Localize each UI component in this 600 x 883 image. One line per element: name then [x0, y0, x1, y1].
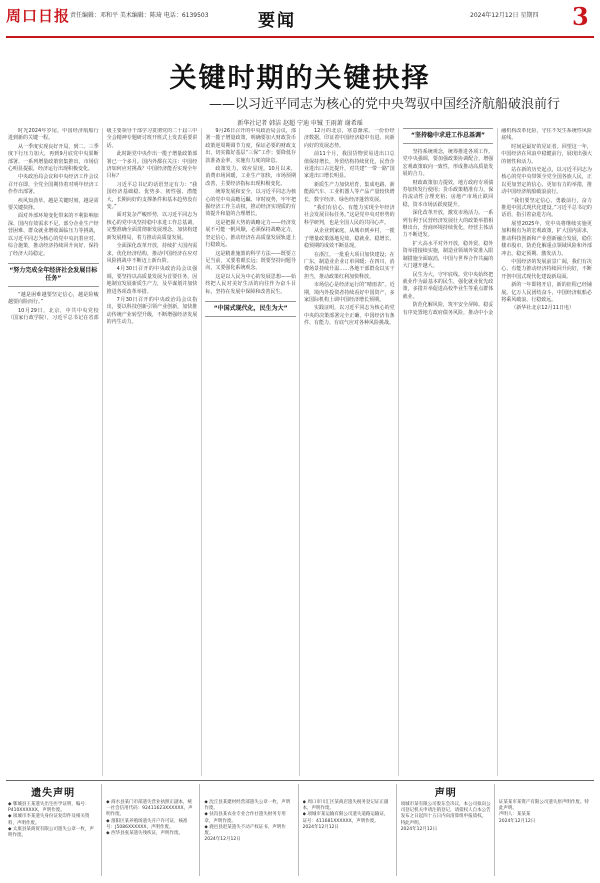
notice-title [106, 784, 196, 797]
article-paragraph: 9月26日召开的中央政治局会议，部署一揽子增量政策，明确要加大财政货币政策逆周期调节力度，保证必要的财政支出，切实做好基层“三保”工作；要降低存款准备金率，实施有力度的降息。 [205, 128, 296, 164]
notice-title: 遗失声明 [31, 788, 76, 799]
article-paragraph: 防范化解风险，筑牢安全屏障。稳妥有序处置地方政府债务风险，推动中小金融机构改革化险，守住不发生系统性风险底线。 [402, 128, 592, 316]
notice-block [204, 784, 298, 876]
masthead [0, 0, 600, 38]
article-paragraph: 这是把握大势的战略定力——经济发展不可能一帆风顺，必须保持战略定力，坚定信心，推动经济在高质量发展轨道上行稳致远。 [205, 219, 296, 249]
article-paragraph: 习近平总书记的话语坚定有力：“我国经济基础稳、优势多、韧性强、潜能大，长期向好的支撑条件和基本趋势没有变。” [106, 181, 198, 211]
article-paragraph: 民生为大，守牢底线。党中央始终把就业作为最基本的民生，强化就业优先政策，多措并举促进高校毕业生等重点群体就业。 [402, 271, 494, 300]
notice-body: ◆ 商水县某门市部遗失营业执照正副本，统一社会信用代码：92411623XXXXXX，声明作废。 ◆ 淮阳区某养殖场遗失开户许可证，核准号：J5086XXXXXX，声明作废。 ◆ 西华县张某遗失残疾证，声明作废。 [106, 800, 193, 837]
notice-divider [6, 780, 594, 781]
article-paragraph: 财政政策加力提效，地方政府专项债券加快发行使用；货币政策精准有力，保持流动性合理充裕；房地产市场止跌回稳，资本市场活跃度提升。 [402, 179, 494, 208]
article-paragraph: 这是以人民为中心的发展思想——始终把人民对美好生活的向往作为奋斗目标，坚持在发展中保障和改善民生。 [205, 273, 296, 295]
notice-block [499, 784, 592, 876]
notice-strip [8, 784, 592, 876]
notice-block [106, 784, 200, 876]
masthead-rule [6, 36, 594, 38]
article-paragraph: 此时距党中央作出一揽子增量政策部署已一个多月。国内外都在关注：中国经济如何应对挑战？中国经济能否实现全年目标？ [106, 151, 198, 180]
article-tail-note: （新华社北京12月11日电） [511, 305, 575, 312]
notice-body: ◆ 周口市川汇区某商店遗失税务登记证正副本，声明作废。 ◆ 项城市某运输有限公司遗失道路运输证，证号：411681XXXXXX，声明作废。 2024年12月12日 [302, 800, 389, 830]
article-headline: 关键时期的关键抉择 [169, 63, 431, 94]
article-paragraph: 疾风知劲草。越是关键时刻，越是需要关键抉择。 [8, 197, 99, 212]
article-paragraph: 从企业到家庭，从城市到乡村，一揽子增量政策落地见效，稳就业、稳增长、稳预期的成效不断显现。 [303, 228, 395, 250]
article-paragraph: 全面深化改革开放，持续扩大国内需求，优化经济结构，推动中国经济在应对风险挑战中不断迈上新台阶。 [106, 243, 198, 264]
article-paragraph: 中国经济的发展前景广阔，我们有决心、有能力推动经济持续回升向好，不断开创中国式现代化建设新局面。 [501, 258, 592, 280]
page-number: 3 [572, 2, 589, 31]
article-paragraph: 从一季度实现良好开局，到二、三季度下行压力加大，再到9月底党中央果断部署，一系列增量政策密集推出，市场信心明显提振，经济运行出现积极变化。 [8, 143, 99, 173]
article-paragraph: 这是精准施策的科学方法——既要立足当前，又要着眼长远；既要坚持问题导向，又要强化系统观念。 [205, 250, 296, 272]
article-paragraph: 7月30日召开的中央政治局会议指出，要以科技创新引领产业创新，加快推动传统产业转型升级，不断增强经济发展的内生动力。 [106, 296, 198, 326]
article-paragraph: 10月29日，北京，中共中央党校（国家行政学院），习近平总书记在省部级主要领导干部学习贯彻党的二十届三中全会精神专题研讨班开班式上发表重要讲话。 [8, 128, 198, 322]
notice-body: ◆ 郸城县王某遗失出生医学证明，编号：P410XXXXXX，声明作废。 ◆ 项城市李某遗失身份证复印件及相关资料，声明作废。 ◆ 太康县某商贸有限公司遗失公章一枚，声明作废。 [8, 802, 94, 839]
section-subtitle: “努力完成全年经济社会发展目标任务” [8, 263, 99, 287]
article-paragraph: “我们要坚定信心、勇毅前行，奋力推进中国式现代化建设。”习近平总书记的话语，指引着奋进方向。 [501, 197, 592, 219]
article-paragraph: 展望2025年，党中央将继续实施更加积极有为的宏观政策，扩大国内需求，推动科技创新和产业创新融合发展，稳住楼市股市，防范化解重点领域风险和外部冲击，稳定预期、激发活力。 [501, 220, 592, 257]
notice-block [8, 784, 102, 876]
article-paragraph: 站在新的历史起点，以习近平同志为核心的党中央带领全党全国各族人民，正以更加坚定的信心、更加有力的举措，推动中国经济航船破浪前行。 [501, 167, 592, 196]
newspaper-logo: 周口日报 [6, 7, 71, 25]
notice-title: 声明 [434, 788, 457, 799]
notice-title [499, 784, 589, 797]
article-paragraph: 统筹发展和安全，以习近平同志为核心的党中央高瞻远瞩、审时度势，牢牢把握经济工作主动权，推动经济实现质的有效提升和量的合理增长。 [205, 189, 296, 218]
article-paragraph: 面对复杂严峻形势，以习近平同志为核心的党中央坚持稳中求进工作总基调，完整准确全面贯彻新发展理念，加快构建新发展格局，着力推动高质量发展。 [106, 212, 198, 241]
article-paragraph: 前11个月，我国货物贸易进出口总值保持增长，外贸结构持续优化，民营企业进出口占比提升，对共建“一带一路”国家进出口增长明显。 [303, 151, 395, 180]
article-paragraph: 扩大高水平对外开放，稳外贸、稳外资举措接续实施，制造业领域外资准入限制措施全面取消，中国与世界合作共赢的大门越开越大。 [402, 240, 494, 270]
notice-block [303, 784, 397, 876]
article-paragraph: 时间是最好的见证者。回望这一年，中国经济在风浪中稳健前行，展现出强大的韧性和活力。 [501, 143, 592, 165]
article-byline: 新华社记者 韩洁 赵超 宁迪 申铖 王雨萧 谢希瑶 [237, 120, 363, 127]
notice-body: ◆ 沈丘县某建材经营部遗失公章一枚，声明作废。 ◆ 扶沟县某农业专业合作社遗失财务专用章，声明作废。 ◆ 鹿邑县赵某遗失不动产权证书，声明作废。 2024年12月12日 [204, 800, 291, 843]
article-paragraph: 中央政治局会议和中央经济工作会议召开在即，全党全国期待着对明年经济工作作出部署。 [8, 174, 99, 196]
article-paragraph: 面对外部环境变化带来的不利影响加深、国内有效需求不足、部分企业生产经营困难、群众就业增收面临压力等挑战，以习近平同志为核心的党中央沉着应对、综合施策，推动经济持续回升向好，保持了经济大局稳定。 [8, 213, 99, 257]
article-paragraph: 4月30日召开的中央政治局会议强调，要坚持以高质量发展为首要任务，因地制宜发展新质生产力，及早谋划并加快推进各项改革举措。 [106, 266, 198, 295]
article-subheadline: ——以习近平同志为核心的党中央驾驭中国经济航船破浪前行 [208, 97, 560, 112]
notice-body: 项城市某有限公司股东会决议，本公司拟向公司登记机关申请注销登记，请债权人自本公告发布之日起四十五日内向清算组申报债权。 特此声明。 2024年12月12日 [400, 802, 491, 832]
article-paragraph: 12月的北京，寒意渐浓。一份份经济数据，印证着中国经济稳中有进、向新向好的发展态势。 [303, 128, 395, 149]
article-body [8, 128, 592, 776]
notice-title [303, 784, 393, 797]
notice-title [204, 784, 294, 797]
issue-date: 2024年12月12日 星期四 [470, 12, 539, 19]
article-paragraph: 坚持系统观念，统筹推进各项工作。党中央强调，要加强政策协调配合，增强宏观政策取向一致性，形成推动高质量发展的合力。 [402, 149, 494, 178]
section-subtitle: “中国式现代化，民生为大” [205, 301, 296, 317]
notice-block [401, 784, 495, 876]
article-paragraph: “越是困难越要坚定信心，越是险峻越要向险而行。” [8, 291, 99, 306]
article-paragraph: “我们有信心、有能力实现全年经济社会发展目标任务。”这是党中央对形势的科学研判，也是全国人民的共同心声。 [303, 205, 395, 226]
section-title: 要闻 [258, 11, 296, 31]
article-paragraph: 实践证明，以习近平同志为核心的党中央的决策部署完全正确，中国经济有条件、有能力、有底气应对各种风险挑战。 [303, 305, 395, 327]
editor-info: 责任编辑：邓和平 美术编辑：陈琦 电话：6139503 [70, 12, 209, 19]
article-paragraph: 深化改革开放，激发市场活力。一系列有利于民营经济发展壮大的政策举措相继出台，营商环境持续优化，经营主体活力不断迸发。 [402, 210, 494, 239]
article-paragraph: 政策发力，效应显现。10月以来，消费市场回暖，工业生产加快，市场预期改善，主要经济指标出现积极变化。 [205, 166, 296, 187]
notice-body: 证某某市某资产有限公司遗失原声明作废。特此声明。 声明人：某某某 2024年12月12日 [498, 800, 589, 824]
article-paragraph: 市场信心是经济运行的“晴雨表”。近期，境内外投资者持续看好中国资产，多家国际机构上调中国经济增长预期。 [303, 282, 395, 303]
section-subtitle: “坚持稳中求进工作总基调” [403, 128, 494, 144]
article-paragraph: 新质生产力加快培育，集成电路、新能源汽车、工业机器人等产品产量较快增长，数字经济、绿色经济蓬勃发展。 [303, 181, 395, 203]
article-paragraph: 时光2024年岁尾，中国经济航船行进到新的关键一程。 [8, 128, 99, 142]
article-paragraph: 在浙江，一批重大项目加快建设；在广东，制造业企业订单回暖；在四川，消费场景持续升温……各地干部群众以实干担当，推动政策红利加快释放。 [303, 251, 395, 280]
article-paragraph: 新的一年即将开启，新的征程已经铺展。亿万人民团结奋斗，中国经济航船必将乘风破浪、行稳致远。 [501, 282, 592, 303]
